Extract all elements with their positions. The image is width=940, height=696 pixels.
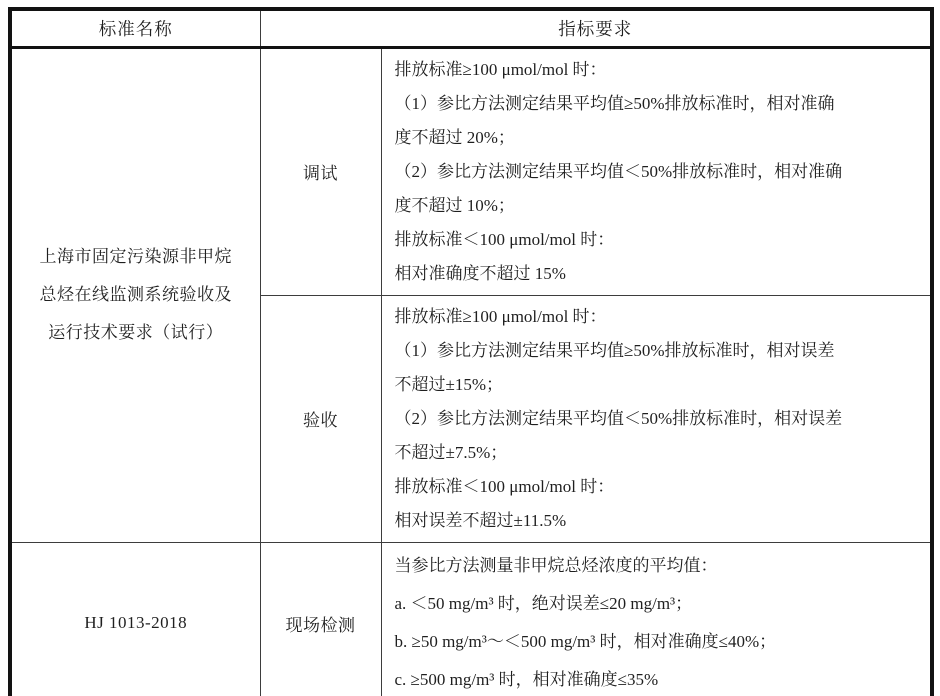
requirement-line: 相对误差不超过±11.5% — [394, 510, 567, 530]
table-row-shanghai-tiaoshi — [10, 47, 932, 295]
requirement-line: （2）参比方法测定结果平均值＜50%排放标准时，相对准确 — [394, 161, 843, 181]
requirement-line: 不超过±7.5%； — [394, 442, 508, 462]
requirement-line: 排放标准＜100 μmol/mol 时： — [394, 476, 615, 496]
requirements-cell-yanshou — [381, 295, 932, 542]
requirement-line: （1）参比方法测定结果平均值≥50%排放标准时，相对误差 — [394, 340, 835, 360]
requirement-line: 度不超过 20%； — [394, 127, 515, 147]
header-standard-name: 标准名称 — [10, 9, 260, 47]
requirement-line: 排放标准≥100 μmol/mol 时： — [394, 306, 607, 326]
requirement-line: 不超过±15%； — [394, 374, 503, 394]
standards-table — [8, 7, 934, 696]
requirement-line: （1）参比方法测定结果平均值≥50%排放标准时，相对准确 — [394, 93, 835, 113]
standard-name-line: 上海市固定污染源非甲烷 — [39, 247, 232, 266]
requirements-cell-xianchang — [381, 542, 932, 696]
standard-name-cell-shanghai — [10, 47, 260, 542]
phase-cell-yanshou: 验收 — [260, 295, 381, 542]
phase-cell-tiaoshi: 调试 — [260, 47, 381, 295]
standard-name-line: 总烃在线监测系统验收及 — [39, 285, 232, 304]
standard-name-cell-hj1013: HJ 1013-2018 — [10, 542, 260, 696]
table-row-hj1013 — [10, 542, 932, 696]
requirement-line: （2）参比方法测定结果平均值＜50%排放标准时，相对误差 — [394, 408, 843, 428]
requirement-line: b. ≥50 mg/m³～＜500 mg/m³ 时，相对准确度≤40%； — [394, 632, 777, 652]
requirement-line: 排放标准＜100 μmol/mol 时： — [394, 229, 615, 249]
header-requirements: 指标要求 — [260, 9, 932, 47]
requirement-line: 当参比方法测量非甲烷总烃浓度的平均值： — [394, 556, 718, 576]
requirement-line: 排放标准≥100 μmol/mol 时： — [394, 59, 607, 79]
requirement-line: c. ≥500 mg/m³ 时，相对准确度≤35% — [394, 670, 659, 690]
requirement-line: 相对准确度不超过 15% — [394, 263, 566, 283]
requirement-line: a. ＜50 mg/m³ 时，绝对误差≤20 mg/m³； — [394, 594, 693, 614]
table-header-row — [10, 9, 932, 47]
standard-name-line: 运行技术要求（试行） — [48, 323, 224, 342]
phase-cell-xianchang: 现场检测 — [260, 542, 381, 696]
requirement-line: 度不超过 10%； — [394, 195, 515, 215]
requirements-cell-tiaoshi — [381, 47, 932, 295]
